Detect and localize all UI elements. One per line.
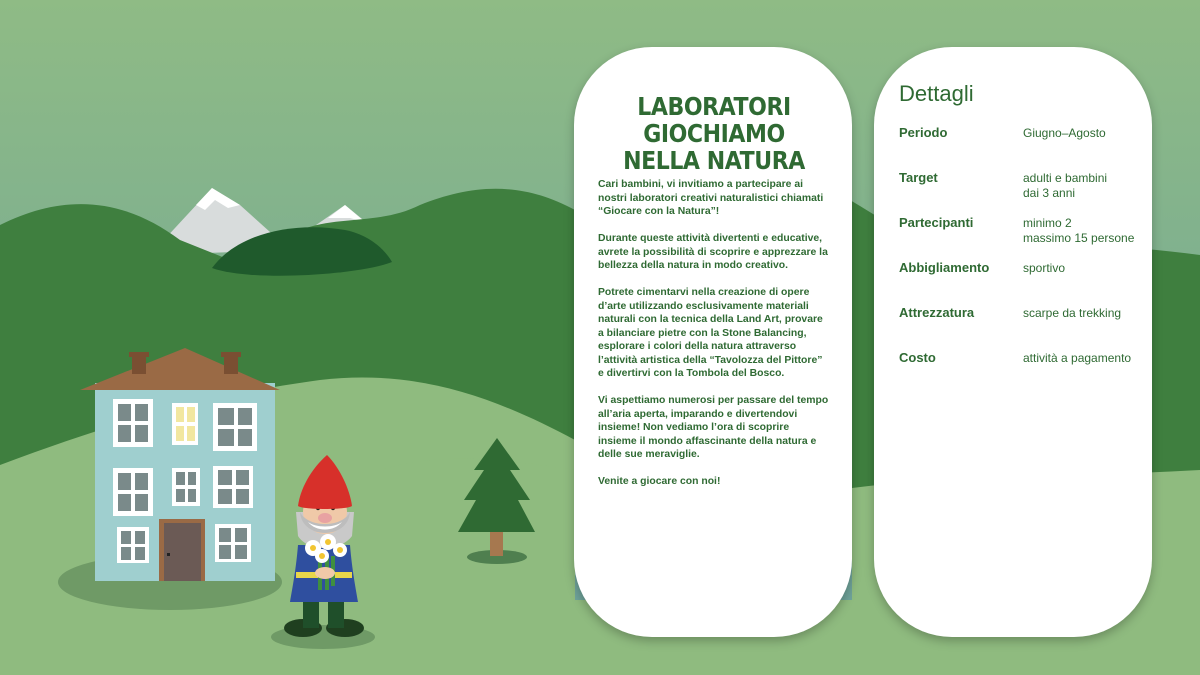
detail-value (1023, 216, 1143, 246)
detail-row-partecipanti (899, 215, 1134, 260)
detail-value-line: dai 3 anni (1023, 186, 1076, 200)
detail-label: Target (899, 170, 938, 185)
detail-value-line: attività a pagamento (1023, 351, 1132, 365)
detail-row-periodo (899, 125, 1134, 170)
detail-row-target (899, 170, 1134, 215)
detail-row-abbigliamento (899, 260, 1134, 305)
detail-value-line: minimo 2 (1023, 216, 1072, 230)
lab-title-line: NELLA NATURA (623, 146, 805, 175)
detail-value (1023, 351, 1143, 366)
lab-title (602, 93, 825, 174)
lab-paragraph: Vi aspettiamo numerosi per passare del tempo all’aria aperta, imparando e divertendovi insieme! Non vediamo l’ora di scoprire insieme il mondo affascinante della natura e delle sue meraviglie. (598, 395, 829, 460)
lab-title-line: GIOCHIAMO (643, 119, 785, 148)
detail-value (1023, 171, 1143, 201)
detail-label: Attrezzatura (899, 305, 975, 320)
details-card (874, 47, 1152, 637)
detail-value-line: scarpe da trekking (1023, 306, 1122, 320)
lab-paragraph: Cari bambini, vi invitiamo a partecipare ai nostri laboratori creativi naturalistici chiamati “Giocare con la Natura”! (598, 179, 824, 217)
details-title: Dettagli (899, 81, 974, 106)
detail-value (1023, 126, 1143, 141)
detail-value-line: massimo 15 persone (1023, 231, 1135, 245)
detail-value-line: adulti e bambini (1023, 171, 1108, 185)
lab-title-line: LABORATORI (637, 92, 791, 121)
lab-paragraph: Potrete cimentarvi nella creazione di opere d’arte utilizzando esclusivamente materiali naturali con la tecnica della Land Art, provare a bilanciare pietre con la Stone Balancing, esplorare i colori della natura attraverso l’attività artistica della “Tavolozza del Pittore” e divertirvi con la Tombola del Bosco. (598, 287, 823, 379)
detail-value-line: sportivo (1023, 261, 1066, 275)
lab-paragraph: Durante queste attività divertenti e educative, avrete la possibilità di scoprire e apprezzare la bellezza della natura in modo creativo. (598, 233, 828, 271)
detail-label: Partecipanti (899, 215, 974, 230)
detail-label: Abbigliamento (899, 260, 990, 275)
detail-value (1023, 306, 1143, 321)
lab-paragraph: Venite a giocare con noi! (598, 476, 721, 487)
detail-label: Costo (899, 350, 936, 365)
detail-value (1023, 261, 1143, 276)
detail-value-line: Giugno–Agosto (1023, 126, 1106, 140)
detail-row-costo (899, 350, 1134, 395)
lab-card (574, 47, 852, 637)
detail-row-attrezzatura (899, 305, 1134, 350)
detail-label: Periodo (899, 125, 948, 140)
